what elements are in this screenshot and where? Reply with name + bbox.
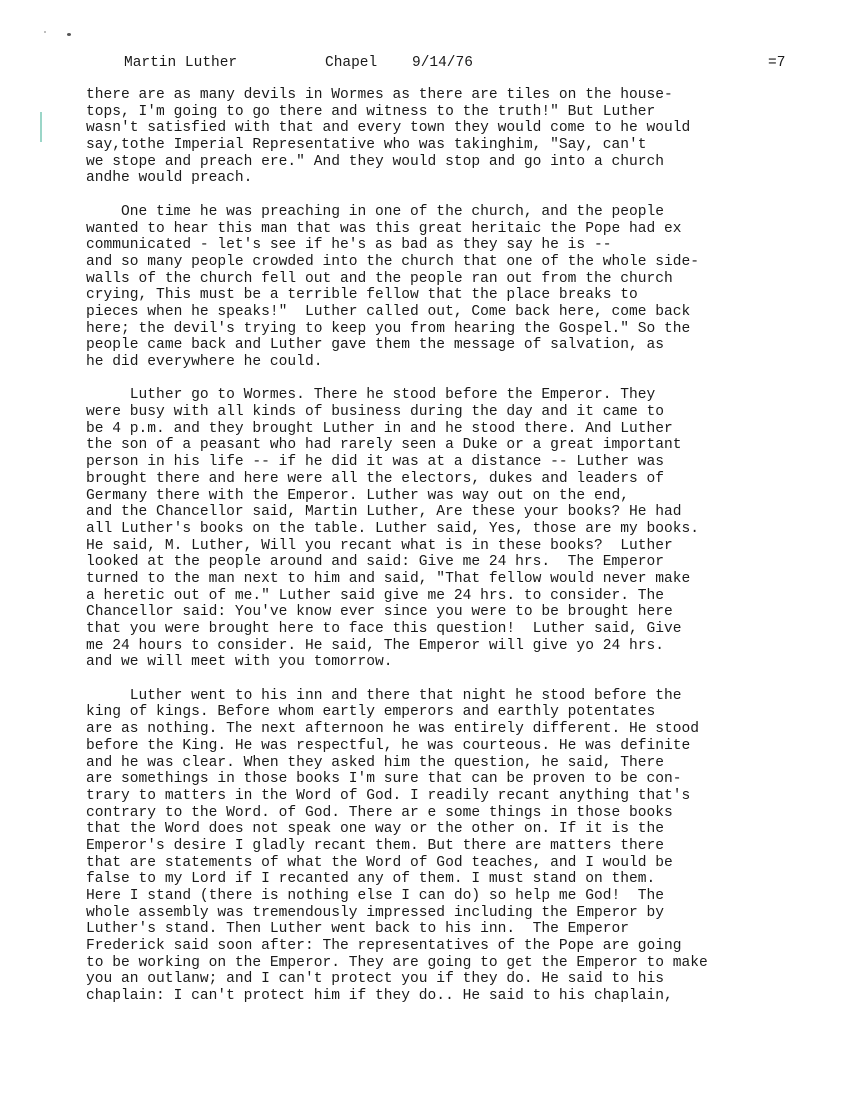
text-line: whole assembly was tremendously impressed including the Emperor by <box>86 904 665 921</box>
text-line: and he was clear. When they asked him the question, he said, There <box>86 754 665 771</box>
text-line: tops, I'm going to go there and witness to the truth!" But Luther <box>86 103 656 120</box>
text-line: that are statements of what the Word of God teaches, and I would be <box>86 854 673 871</box>
header-title: Martin Luther <box>124 55 238 71</box>
text-line: Emperor's desire I gladly recant them. But there are matters there <box>86 837 665 854</box>
text-line: you an outlanw; and I can't protect you if they do. He said to his <box>86 971 665 988</box>
paragraph <box>86 87 826 187</box>
text-line: say,tothe Imperial Representative who was takinghim, "Say, can't <box>86 137 647 154</box>
text-line: person in his life -- if he did it was at a distance -- Luther was <box>86 454 665 471</box>
text-line: trary to matters in the Word of God. I readily recant anything that's <box>86 787 691 804</box>
text-line: walls of the church fell out and the people ran out from the church <box>86 270 673 287</box>
text-line: that the Word does not speak one way or the other on. If it is the <box>86 821 665 838</box>
text-line: Chancellor said: You've know ever since you were to be brought here <box>86 604 673 621</box>
text-line: crying, This must be a terrible fellow that the place breaks to <box>86 287 638 304</box>
document-body <box>86 87 826 1022</box>
paragraph <box>86 204 826 371</box>
text-line: wasn't satisfied with that and every town they would come to he would <box>86 120 691 137</box>
text-line: were busy with all kinds of business during the day and it came to <box>86 404 665 421</box>
text-line: Luther's stand. Then Luther went back to his inn. The Emperor <box>86 921 629 938</box>
header-date: 9/14/76 <box>412 55 473 71</box>
text-line: there are as many devils in Wormes as there are tiles on the house- <box>86 87 673 103</box>
text-line: andhe would preach. <box>86 170 253 187</box>
text-line: the son of a peasant who had rarely seen a Duke or a great important <box>86 437 682 454</box>
text-line: that you were brought here to face this question! Luther said, Give <box>86 621 682 637</box>
scan-speck <box>67 33 71 36</box>
text-line: He said, M. Luther, Will you recant what is in these books? Luther <box>86 537 673 554</box>
text-line: king of kings. Before whom eartly emperors and earthly potentates <box>86 704 656 721</box>
text-line: are as nothing. The next afternoon he was entirely different. He stood <box>86 721 700 738</box>
text-line: false to my Lord if I recanted any of them. I must stand on them. <box>86 871 656 888</box>
header-place: Chapel <box>325 55 378 71</box>
paragraph <box>86 688 826 1005</box>
text-line: Frederick said soon after: The representatives of the Pope are going <box>86 938 682 955</box>
text-line: communicated - let's see if he's as bad as they say he is -- <box>86 237 612 254</box>
text-line: wanted to hear this man that was this great heritaic the Pope had ex <box>86 220 682 237</box>
page-header <box>0 55 848 75</box>
paragraph <box>86 387 826 671</box>
text-line: we stope and preach ere." And they would stop and go into a church <box>86 153 665 170</box>
scan-speck <box>44 31 46 33</box>
text-line: turned to the man next to him and said, "That fellow would never make <box>86 570 691 587</box>
text-line: are somethings in those books I'm sure that can be proven to be con- <box>86 771 682 788</box>
text-line: a heretic out of me." Luther said give me 24 hrs. to consider. The <box>86 587 665 604</box>
text-line: to be working on the Emperor. They are going to get the Emperor to make <box>86 954 708 971</box>
text-line: contrary to the Word. of God. There ar e some things in those books <box>86 804 673 821</box>
text-line: brought there and here were all the electors, dukes and leaders of <box>86 470 665 487</box>
text-line: people came back and Luther gave them the message of salvation, as <box>86 337 665 354</box>
text-line: Luther go to Wormes. There he stood before the Emperor. They <box>86 387 656 404</box>
text-line: be 4 p.m. and they brought Luther in and he stood there. And Luther <box>86 420 673 437</box>
text-line: and the Chancellor said, Martin Luther, Are these your books? He had <box>86 504 682 521</box>
text-line: and we will meet with you tomorrow. <box>86 654 393 671</box>
text-line: all Luther's books on the table. Luther said, Yes, those are my books. <box>86 520 700 537</box>
text-line: pieces when he speaks!" Luther called out, Come back here, come back <box>86 303 691 320</box>
text-line: Germany there with the Emperor. Luther was way out on the end, <box>86 487 629 504</box>
text-line: One time he was preaching in one of the church, and the people <box>86 203 665 220</box>
text-line: before the King. He was respectful, he was courteous. He was definite <box>86 737 691 754</box>
text-line: Here I stand (there is nothing else I can do) so help me God! The <box>86 888 665 904</box>
page-number: =7 <box>768 55 786 71</box>
text-line: looked at the people around and said: Give me 24 hrs. The Emperor <box>86 554 665 571</box>
highlighter-mark <box>40 112 42 142</box>
text-line: and so many people crowded into the church that one of the whole side- <box>86 253 700 270</box>
text-line: he did everywhere he could. <box>86 354 323 370</box>
text-line: chaplain: I can't protect him if they do.. He said to his chaplain, <box>86 988 673 1005</box>
text-line: here; the devil's trying to keep you from hearing the Gospel." So the <box>86 320 691 337</box>
text-line: Luther went to his inn and there that night he stood before the <box>86 687 682 704</box>
text-line: me 24 hours to consider. He said, The Emperor will give yo 24 hrs. <box>86 637 665 654</box>
